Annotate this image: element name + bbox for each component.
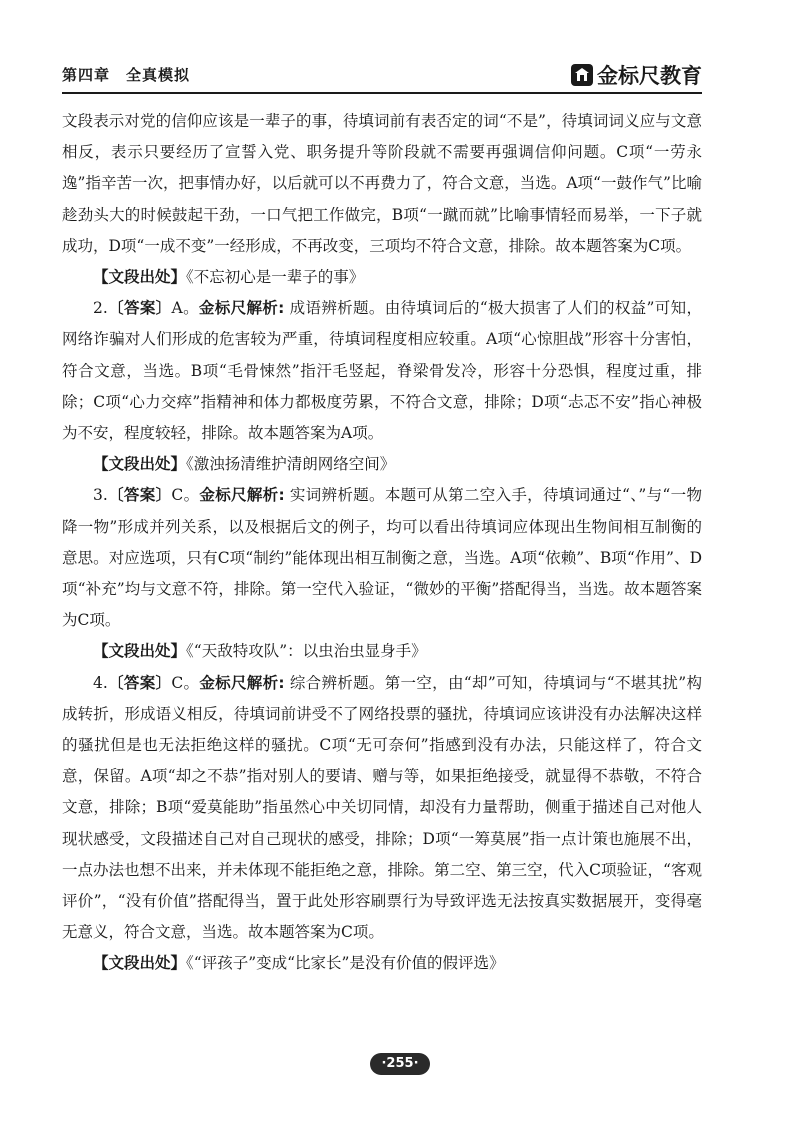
source-line-2 — [62, 449, 702, 480]
brand-name: 金标尺教育 — [597, 64, 702, 88]
answer-value: A。 — [171, 299, 199, 318]
question-number: 3. — [93, 486, 108, 505]
answer-label: 〔答案〕 — [107, 486, 172, 505]
source-title: 《“评孩子”变成“比家长”是没有价值的假评选》 — [186, 954, 505, 973]
chapter-title: 第四章 全真模拟 — [62, 66, 191, 84]
answer-label: 〔答案〕 — [107, 299, 172, 318]
analysis-label: 金标尺解析: — [198, 299, 285, 318]
answer-label: 〔答案〕 — [107, 673, 172, 692]
source-label: 【文段出处】 — [93, 268, 187, 287]
answer-value: C。 — [171, 486, 200, 505]
brand-mark-icon — [571, 64, 593, 86]
page-number-value: 255 — [386, 1056, 414, 1071]
source-title: 《激浊扬清维护清朗网络空间》 — [186, 455, 396, 474]
page-header — [62, 60, 702, 90]
source-title: 《不忘初心是一辈子的事》 — [186, 268, 365, 287]
source-line-4 — [62, 948, 702, 979]
question-number: 2. — [93, 299, 108, 318]
question-4-explanation — [62, 668, 702, 949]
question-3-explanation — [62, 480, 702, 636]
page-number: ·255· — [370, 1053, 430, 1075]
source-line-3 — [62, 636, 702, 667]
document-body — [62, 106, 702, 980]
question-number: 4. — [93, 673, 108, 692]
analysis-text: 实词辨析题。本题可从第二空入手，待填词通过“、”与“一物降一物”形成并列关系，以及根据后文的例子，均可以看出待填词应体现出生物间相互制衡的意思。对应选项，只有C项“制约”能体现出相互制衡之意，当选。A项“依赖”、B项“作用”、D项“补充”均与文意不符，排除。第一空代入验证，“微妙的平衡”搭配得当，当选。故本题答案为C项。 — [62, 486, 702, 630]
source-label: 【文段出处】 — [93, 642, 187, 661]
question-2-explanation — [62, 293, 702, 449]
source-title: 《“天敌特攻队”：以虫治虫显身手》 — [186, 642, 427, 661]
source-label: 【文段出处】 — [93, 455, 187, 474]
source-line-1 — [62, 262, 702, 293]
brand-logo — [571, 60, 702, 90]
analysis-label: 金标尺解析: — [199, 486, 285, 505]
source-label: 【文段出处】 — [93, 954, 187, 973]
analysis-text: 综合辨析题。第一空，由“却”可知，待填词与“不堪其扰”构成转折，形成语义相反，待填词前讲受不了网络投票的骚扰，待填词应该讲没有办法解决这样的骚扰但是也无法拒绝这样的骚扰。C项“无可奈何”指感到没有办法，只能这样了，符合文意，保留。A项“却之不恭”指对别人的要请、赠与等，如果拒绝接受，就显得不恭敬，不符合文意，排除；B项“爱莫能助”指虽然心中关切同情，却没有力量帮助，侧重于描述自己对他人现状感受，文段描述自己对自己现状的感受，排除；D项“一筹莫展”指一点计策也施展不出，一点办法也想不出来，并未体现不能拒绝之意，排除。第二空、第三空，代入C项验证，“客观评价”，“没有价值”搭配得当，置于此处形容刷票行为导致评选无法按真实数据展开，变得毫无意义，符合文意，当选。故本题答案为C项。 — [62, 673, 702, 942]
answer-value: C。 — [171, 673, 200, 692]
header-divider — [62, 92, 702, 94]
analysis-text: 成语辨析题。由待填词后的“极大损害了人们的权益”可知，网络诈骗对人们形成的危害较为严重，待填词程度相应较重。A项“心惊胆战”形容十分害怕，符合文意，当选。B项“毛骨悚然”指汗毛竖起，脊梁骨发冷，形容十分恐惧，程度过重，排除；C项“心力交瘁”指精神和体力都极度劳累，不符合文意，排除；D项“忐忑不安”指心神极为不安，程度较轻，排除。故本题答案为A项。 — [62, 299, 702, 443]
analysis-label: 金标尺解析: — [199, 673, 285, 692]
paragraph-q1-explanation: 文段表示对党的信仰应该是一辈子的事，待填词前有表否定的词“不是”，待填词词义应与文意相反，表示只要经历了宣誓入党、职务提升等阶段就不需要再强调信仰问题。C项“一劳永逸”指辛苦一次，把事情办好，以后就可以不再费力了，符合文意，当选。A项“一鼓作气”比喻趁劲头大的时候鼓起干劲，一口气把工作做完，B项“一蹴而就”比喻事情轻而易举，一下子就成功，D项“一成不变”一经形成，不再改变，三项均不符合文意，排除。故本题答案为C项。 — [62, 112, 702, 255]
